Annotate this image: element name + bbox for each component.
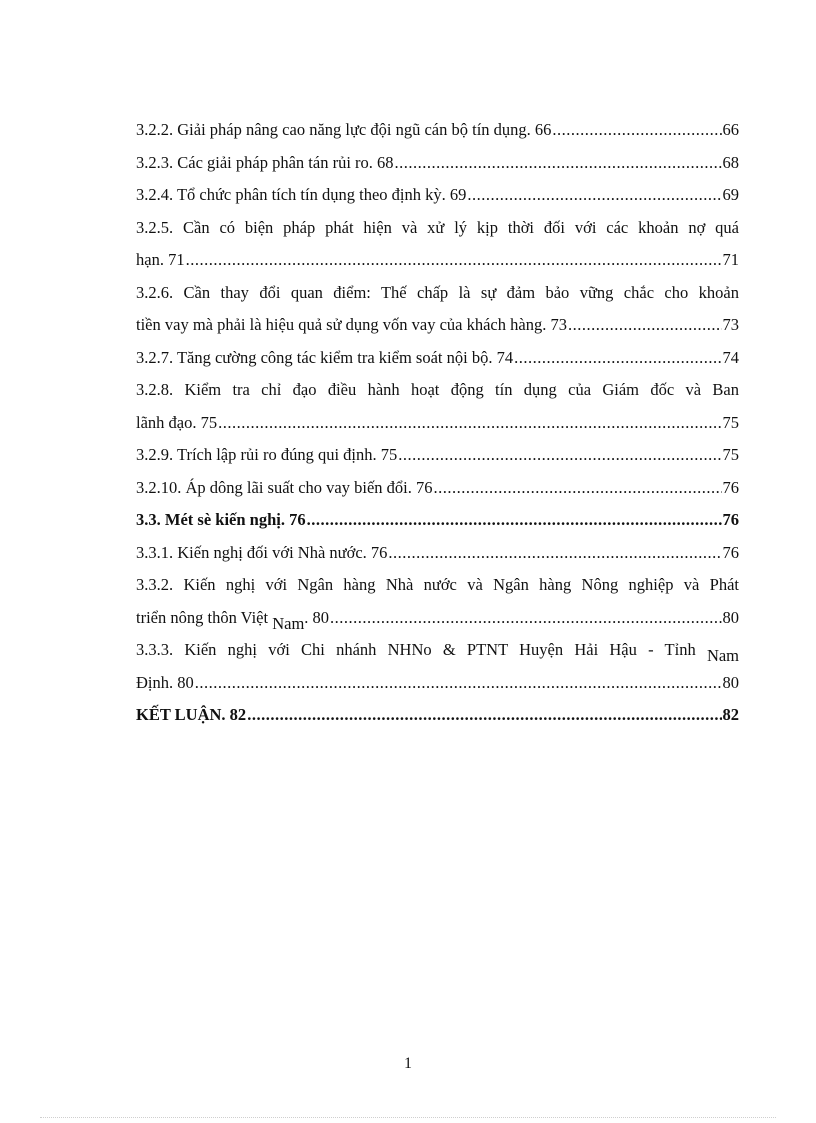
toc-entry-title: 3.2.9. Trích lập rủi ro đúng qui định. 75 [136, 445, 398, 464]
toc-entry-3-2-10[interactable] [136, 472, 739, 505]
toc-entry-3-3-3-line2[interactable] [136, 667, 739, 700]
toc-entry-3-3-2-line1[interactable]: 3.3.2. Kiến nghị với Ngân hàng Nhà nước và Ngân hàng Nông nghiệp và Phát [136, 575, 739, 594]
toc-entry-3-2-4[interactable] [136, 179, 739, 212]
toc-page-number: 68 [722, 152, 739, 172]
toc-page-number: 75 [722, 445, 739, 464]
toc-page-number: 71 [722, 250, 739, 269]
toc-entry-3-3-2-line2[interactable] [136, 602, 739, 635]
toc-page-number: 75 [722, 412, 739, 432]
toc-entry-title-raised-word: Nam [272, 613, 305, 633]
table-of-contents [136, 114, 739, 732]
dot-leader [330, 602, 721, 635]
toc-entry-title: 3.3. Mét sè kiến nghị. 76 [136, 510, 306, 529]
dot-leader [218, 407, 721, 440]
toc-page-number: 74 [722, 347, 739, 367]
toc-entry-title: 3.2.7. Tăng cường công tác kiểm tra kiểm soát nội bộ. 74 [136, 347, 514, 367]
dot-leader [195, 667, 722, 700]
toc-entry-3-2-7[interactable] [136, 342, 739, 375]
toc-entry-3-2-2[interactable] [136, 114, 739, 147]
footer-divider [40, 1117, 776, 1118]
dot-leader [467, 179, 721, 212]
toc-page-number: 73 [722, 315, 739, 334]
toc-entry-3-2-5-line2[interactable] [136, 244, 739, 277]
toc-entry-3-3-3-line1[interactable] [136, 634, 739, 667]
dot-leader [398, 439, 721, 472]
toc-page-number: 80 [722, 672, 739, 692]
toc-entry-title: lãnh đạo. 75 [136, 412, 218, 432]
toc-entry-3-2-8-line2[interactable] [136, 407, 739, 440]
toc-entry-title-part: triển nông thôn Việt [136, 607, 269, 627]
toc-entry-3-2-9[interactable] [136, 439, 739, 472]
page-number: 1 [404, 1055, 412, 1072]
toc-entry-title: 3.2.3. Các giải pháp phân tán rủi ro. 68 [136, 152, 394, 172]
dot-leader [395, 147, 722, 180]
dot-leader [186, 244, 722, 277]
toc-entry-3-2-3[interactable] [136, 147, 739, 180]
dot-leader [552, 114, 721, 147]
toc-entry-3-2-8-line1[interactable]: 3.2.8. Kiểm tra chỉ đạo điều hành hoạt động tín dụng của Giám đốc và Ban [136, 380, 739, 399]
dot-leader [307, 504, 722, 537]
toc-entry-ket-luan[interactable] [136, 699, 739, 732]
dot-leader [568, 309, 722, 342]
toc-page-number: 69 [722, 185, 739, 204]
toc-page-number: 76 [722, 510, 739, 529]
toc-page-number: 76 [722, 477, 739, 497]
toc-entry-3-2-6-line2[interactable] [136, 309, 739, 342]
dot-leader [388, 537, 721, 570]
dot-leader [514, 342, 721, 375]
toc-entry-title: 3.2.10. Áp dông lãi suất cho vay biến đổi. 76 [136, 477, 433, 497]
toc-entry-3-3-1[interactable] [136, 537, 739, 570]
toc-page-number: 76 [722, 542, 739, 562]
toc-entry-title: tiền vay mà phải là hiệu quả sử dụng vốn vay của khách hàng. 73 [136, 315, 567, 334]
toc-entry-title-part: 3.3.3. Kiến nghị với Chi nhánh NHNo & PTNT Huyện Hải Hậu - Tỉnh [136, 640, 696, 659]
toc-entry-3-3[interactable] [136, 504, 739, 537]
toc-page-number: 82 [722, 705, 739, 724]
toc-page-number: 80 [722, 607, 739, 627]
toc-entry-3-2-6-line1[interactable]: 3.2.6. Cần thay đổi quan điểm: Thế chấp là sự đảm bảo vững chắc cho khoản [136, 282, 739, 302]
toc-entry-title: 3.2.2. Giải pháp nâng cao năng lực đội ngũ cán bộ tín dụng. 66 [136, 120, 552, 139]
toc-entry-title: hạn. 71 [136, 250, 185, 269]
toc-entry-title [136, 602, 329, 635]
toc-entry-title: 3.2.4. Tổ chức phân tích tín dụng theo định kỳ. 69 [136, 185, 467, 204]
dot-leader [247, 699, 721, 732]
toc-entry-3-2-5-line1[interactable]: 3.2.5. Cần có biện pháp phát hiện và xử lý kịp thời đối với các khoản nợ quá [136, 217, 739, 237]
toc-entry-title: KẾT LUẬN. 82 [136, 705, 247, 724]
toc-entry-title: Định. 80 [136, 672, 194, 692]
dot-leader [434, 472, 722, 505]
toc-entry-title: 3.3.1. Kiến nghị đối với Nhà nước. 76 [136, 542, 388, 562]
toc-entry-title-part: . 80 [304, 607, 330, 627]
toc-entry-title-raised-word: Nam [706, 646, 739, 665]
toc-page-number: 66 [722, 120, 739, 139]
